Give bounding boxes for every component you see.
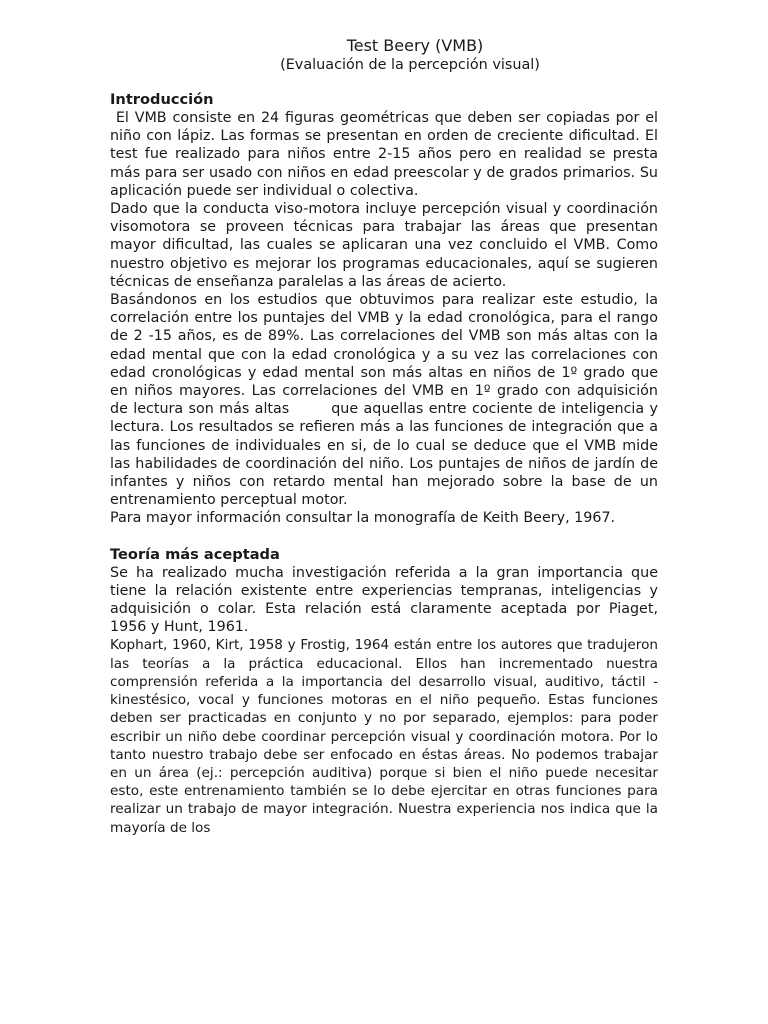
intro-paragraph-1: El VMB consiste en 24 figuras geométricas que deben ser copiadas por el niño con lápiz. Las formas se presentan en orden de creciente dificultad. El test fue realizado para niños entre 2-15 años pero en realidad se presta más para ser usado con niños en edad preescolar y de grados primarios. Su aplicación puede ser individual o colectiva. xyxy=(110,110,663,199)
intro-paragraph-3-part-1: Basándonos en los estudios que obtuvimos para realizar este estudio, la correlación entre los puntajes del VMB y la edad cronológica, para el rango de 2 -15 años, es de 89%. Las correlaciones del VMB son más altas con la edad mental que con la edad cronológica y a su vez las correlaciones con edad cronológicas y edad mental son más altas en niños de 1º grado que en niños mayores. Las correlaciones del VMB en 1º grado con adquisición de lectura son más altas xyxy=(110,292,658,418)
section-heading-teoria: Teoría más aceptada xyxy=(110,545,280,563)
document-subtitle: (Evaluación de la percepción visual) xyxy=(280,57,540,73)
intro-paragraph-4: Para mayor información consultar la monografía de Keith Beery, 1967. xyxy=(110,510,616,527)
section-heading-introduccion: Introducción xyxy=(110,91,214,108)
intro-paragraph-2: Dado que la conducta viso-motora incluye percepción visual y coordinación visomotora se proveen técnicas para trabajar las áreas que presentan mayor dificultad, las cuales se aplicaran una vez concluido el VMB. Como nuestro objetivo es mejorar los programas educacionales, aquí se sugieren técnicas de enseñanza paralelas a las áreas de acierto. xyxy=(110,201,658,290)
intro-paragraph-3 xyxy=(110,291,658,509)
teoria-paragraph-2: Kophart, 1960, Kirt, 1958 y Frostig, 1964 están entre los autores que tradujeron las teorías a la práctica educacional. Ellos han incrementado nuestra comprensión referida a la importancia del desarrollo visual, auditivo, táctil - kinestésico, vocal y funciones motoras en el niño pequeño. Estas funciones deben ser practicadas en conjunto y no por separado, ejemplos: para poder escribir un niño debe coordinar percepción visual y coordinación motora. Por lo tanto nuestro trabajo debe ser enfocado en éstas áreas. No podemos trabajar en un área (ej.: percepción auditiva) porque si bien el niño puede necesitar esto, este entrenamiento también se lo debe ejercitar en otras funciones para realizar un trabajo de mayor integración. Nuestra experiencia nos indica que la mayoría de los xyxy=(110,637,658,836)
document-page xyxy=(110,36,663,837)
document-title: Test Beery (VMB) xyxy=(346,36,484,55)
intro-paragraph-3-part-2: que aquellas entre cociente de inteligencia y lectura. Los resultados se refieren más a las funciones de integración que a las funciones de individuales en si, de lo cual se deduce que el VMB mide las habilidades de coordinación del niño. Los puntajes de niños de jardín de infantes y niños con retardo mental han mejorado sobre la base de un entrenamiento perceptual motor. xyxy=(110,401,658,509)
teoria-paragraph-1: Se ha realizado mucha investigación referida a la gran importancia que tiene la relación existente entre experiencias tempranas, inteligencias y adquisición o colar. Esta relación está claramente aceptada por Piaget, 1956 y Hunt, 1961. xyxy=(110,564,658,636)
